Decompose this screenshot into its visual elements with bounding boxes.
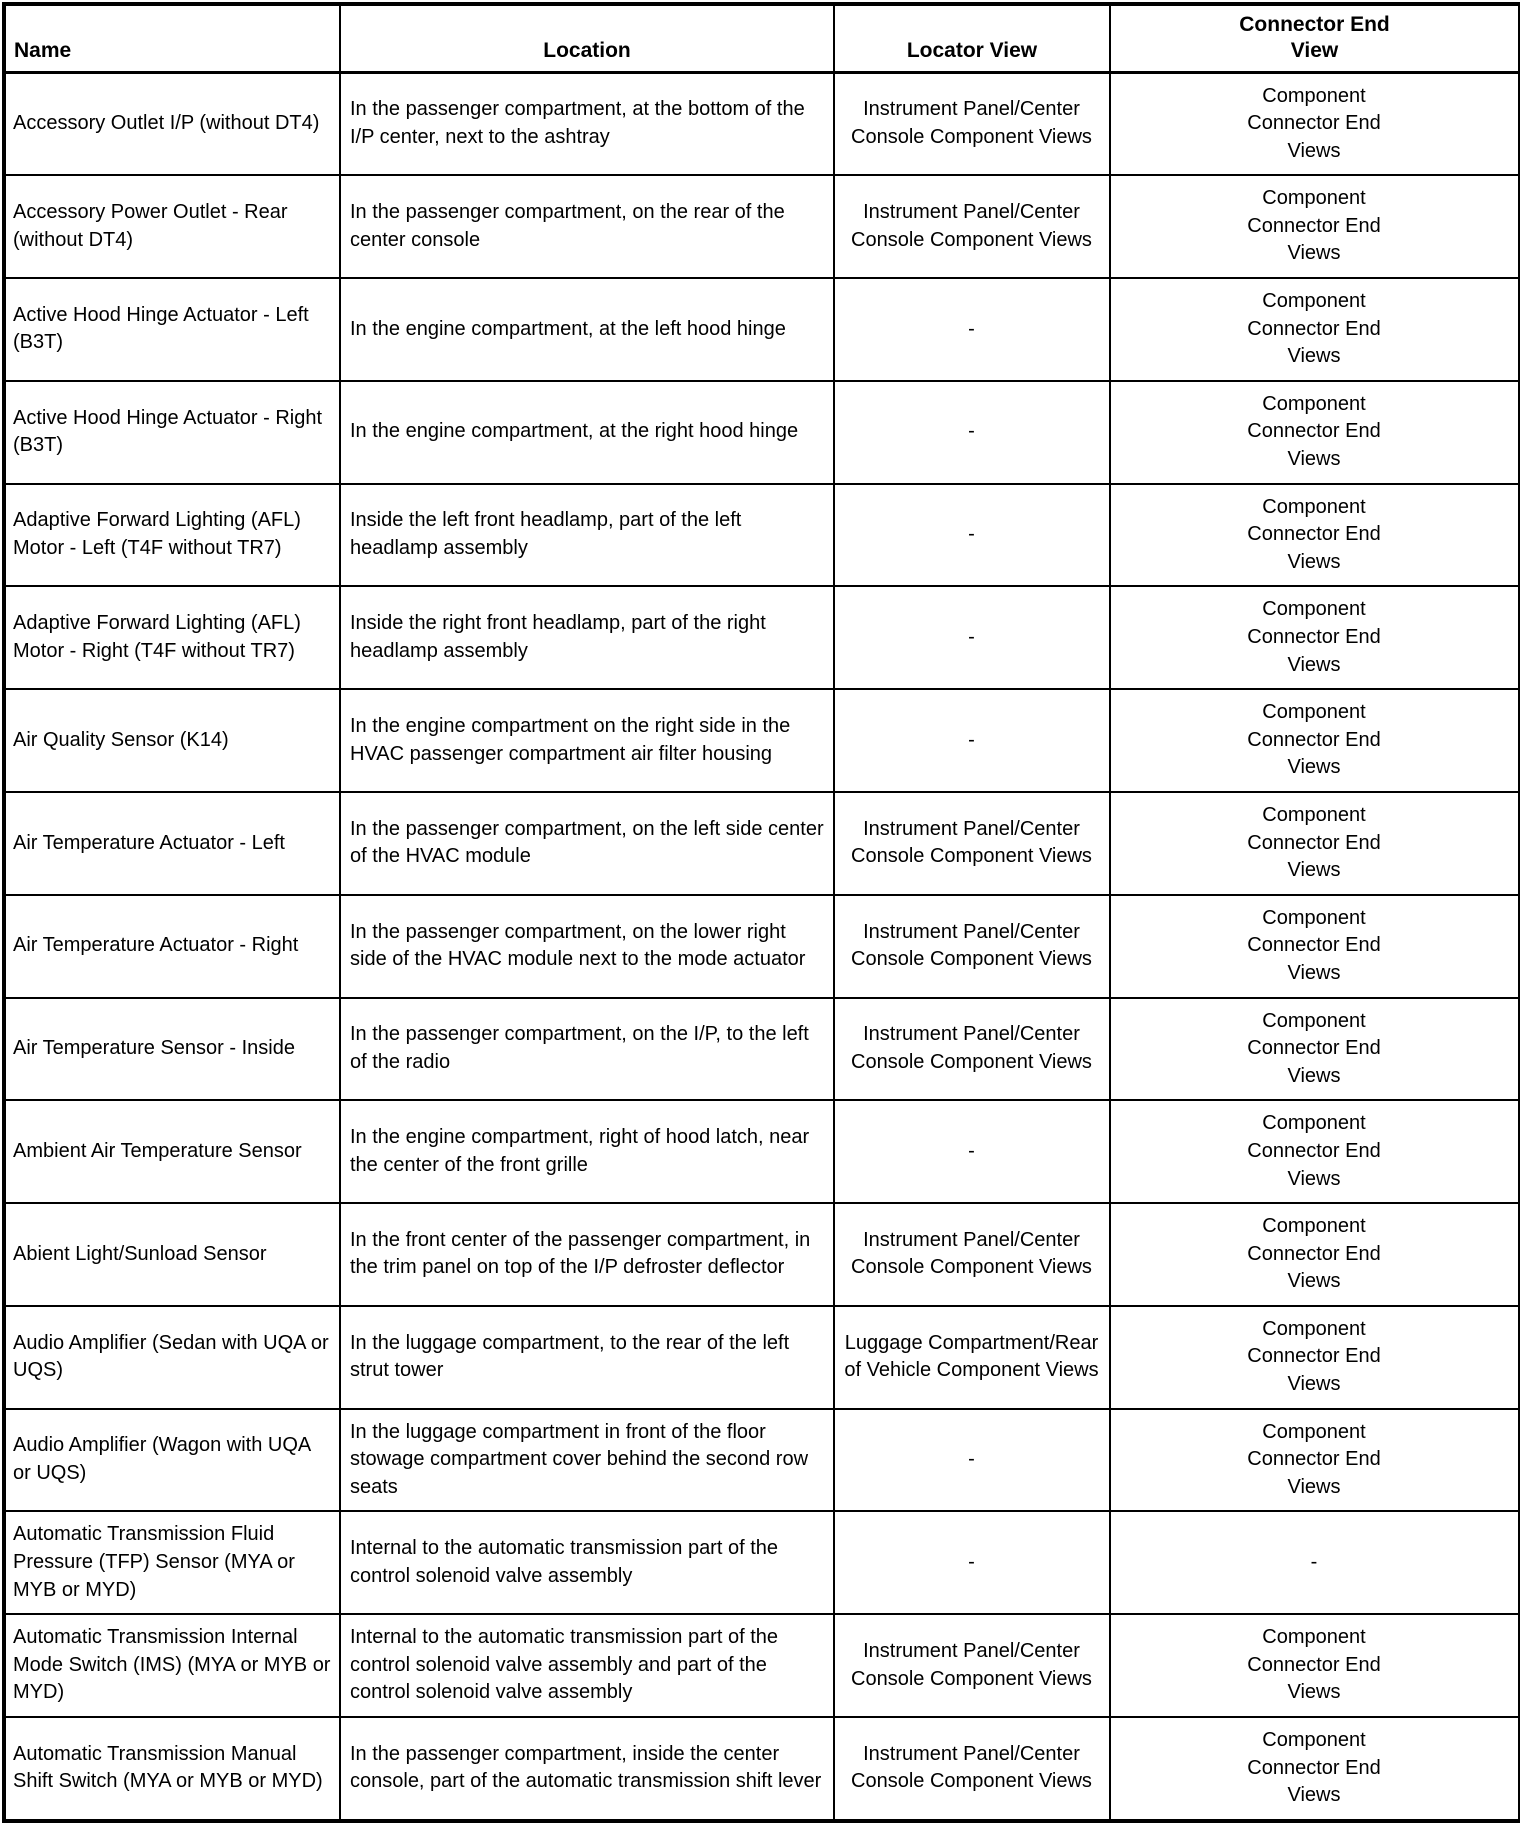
cell-location [340, 278, 834, 381]
cell-name-text: Audio Amplifier (Wagon with UQA or UQS) [13, 1434, 311, 1485]
cell-location [340, 1614, 834, 1717]
cell-name-text: Adaptive Forward Lighting (AFL) Motor - Right (T4F without TR7) [13, 612, 301, 662]
cell-connector-end-view [1110, 1614, 1520, 1717]
table-row [4, 792, 1520, 895]
cell-connector-end-view-text: Component Connector End Views [1247, 84, 1381, 162]
cell-name-text: Air Temperature Actuator - Left [13, 831, 285, 854]
cell-connector-end-view [1110, 175, 1520, 278]
cell-name [4, 1717, 340, 1821]
cell-connector-end-view [1110, 792, 1520, 895]
cell-connector-end-view-text: Component Connector End Views [1247, 290, 1381, 368]
cell-locator-view [834, 998, 1110, 1101]
cell-locator-view [834, 1306, 1110, 1409]
cell-connector-end-view-text: Component Connector End Views [1247, 1317, 1381, 1396]
cell-name [4, 484, 340, 587]
cell-name [4, 175, 340, 278]
table-row [4, 1717, 1520, 1821]
cell-locator-view-text: - [968, 523, 975, 546]
cell-locator-view-text: - [968, 1551, 975, 1574]
cell-locator-view [834, 175, 1110, 278]
cell-name-text: Automatic Transmission Internal Mode Switch (IMS) (MYA or MYB or MYD) [13, 1626, 331, 1704]
cell-locator-view [834, 586, 1110, 689]
cell-name [4, 1614, 340, 1717]
cell-locator-view [834, 1203, 1110, 1306]
cell-connector-end-view [1110, 1717, 1520, 1821]
cell-name-text: Air Temperature Actuator - Right [13, 934, 299, 957]
cell-connector-end-view-text: Component Connector End Views [1247, 803, 1381, 882]
table-row [4, 1203, 1520, 1306]
cell-location-text: In the passenger compartment, at the bottom of the I/P center, next to the ashtray [350, 98, 805, 148]
cell-location-text: In the engine compartment, at the left hood hinge [350, 317, 786, 340]
cell-name [4, 278, 340, 381]
cell-name-text: Active Hood Hinge Actuator - Left (B3T) [13, 303, 309, 354]
cell-locator-view [834, 72, 1110, 175]
cell-name [4, 72, 340, 175]
cell-name [4, 895, 340, 998]
cell-connector-end-view-text: Component Connector End Views [1247, 701, 1381, 779]
cell-name [4, 792, 340, 895]
cell-connector-end-view [1110, 1306, 1520, 1409]
cell-location [340, 792, 834, 895]
cell-connector-end-view [1110, 381, 1520, 484]
cell-location [340, 381, 834, 484]
cell-name-text: Audio Amplifier (Sedan with UQA or UQS) [13, 1331, 329, 1382]
cell-connector-end-view-text: Component Connector End Views [1247, 1420, 1381, 1498]
cell-connector-end-view [1110, 1100, 1520, 1203]
cell-locator-view-text: - [968, 626, 975, 648]
table-row [4, 998, 1520, 1101]
table-row [4, 689, 1520, 792]
column-header-location: Location [340, 4, 834, 72]
cell-connector-end-view-text: Component Connector End Views [1247, 1009, 1381, 1087]
cell-connector-end-view [1110, 586, 1520, 689]
cell-connector-end-view-text: Component Connector End Views [1247, 1626, 1381, 1704]
table-row [4, 1511, 1520, 1614]
cell-connector-end-view [1110, 998, 1520, 1101]
column-header-locator-view: Locator View [834, 4, 1110, 72]
cell-locator-view [834, 895, 1110, 998]
cell-location-text: In the passenger compartment, on the rear of the center console [350, 201, 785, 251]
cell-location-text: In the passenger compartment, on the left side center of the HVAC module [350, 817, 824, 868]
table-row [4, 72, 1520, 175]
cell-name [4, 1409, 340, 1512]
cell-locator-view-text: Instrument Panel/Center Console Component Views [851, 98, 1092, 148]
cell-location-text: Internal to the automatic transmission part of the control solenoid valve assembly and part of the control solenoid valve assembly [350, 1626, 778, 1704]
cell-locator-view-text: Luggage Compartment/Rear of Vehicle Component Views [844, 1331, 1099, 1382]
cell-locator-view-text: - [968, 1448, 975, 1471]
cell-location-text: In the front center of the passenger compartment, in the trim panel on top of the I/P defroster deflector [350, 1228, 811, 1279]
cell-locator-view-text: Instrument Panel/Center Console Component Views [851, 1228, 1092, 1279]
cell-location [340, 895, 834, 998]
cell-connector-end-view [1110, 1409, 1520, 1512]
cell-connector-end-view-text: Component Connector End Views [1247, 1215, 1381, 1293]
cell-name-text: Ambient Air Temperature Sensor [13, 1139, 302, 1162]
cell-name [4, 1100, 340, 1203]
cell-location-text: In the engine compartment on the right side in the HVAC passenger compartment air filter housing [350, 714, 791, 765]
cell-location [340, 484, 834, 587]
cell-name [4, 1306, 340, 1409]
cell-location-text: In the luggage compartment, to the rear of the left strut tower [350, 1331, 790, 1382]
cell-connector-end-view-text: Component Connector End Views [1247, 906, 1381, 984]
cell-location [340, 1409, 834, 1512]
cell-name-text: Adaptive Forward Lighting (AFL) Motor - Left (T4F without TR7) [13, 509, 301, 560]
table-row [4, 1306, 1520, 1409]
table-row [4, 484, 1520, 587]
cell-connector-end-view-text: Component Connector End Views [1247, 1112, 1381, 1190]
cell-location [340, 998, 834, 1101]
table-row [4, 1409, 1520, 1512]
column-header-connector-end-view [1110, 4, 1520, 72]
table-body [4, 72, 1520, 1821]
cell-location-text: In the passenger compartment, on the lower right side of the HVAC module next to the mode actuator [350, 920, 806, 971]
cell-connector-end-view-text: Component Connector End Views [1247, 392, 1381, 471]
cell-name-text: Automatic Transmission Manual Shift Switch (MYA or MYB or MYD) [13, 1742, 323, 1793]
cell-connector-end-view [1110, 1203, 1520, 1306]
cell-location-text: Internal to the automatic transmission part of the control solenoid valve assembly [350, 1537, 778, 1587]
cell-location-text: Inside the left front headlamp, part of the left headlamp assembly [350, 509, 742, 560]
header-row [4, 4, 1520, 72]
cell-locator-view-text: - [968, 728, 975, 751]
cell-name-text: Air Temperature Sensor - Inside [13, 1037, 295, 1060]
cell-locator-view [834, 484, 1110, 587]
cell-locator-view-text: Instrument Panel/Center Console Component Views [851, 1742, 1092, 1793]
cell-location [340, 175, 834, 278]
cell-locator-view [834, 278, 1110, 381]
cell-location [340, 586, 834, 689]
cell-name [4, 1511, 340, 1614]
table-row [4, 586, 1520, 689]
cell-name-text: Accessory Outlet I/P (without DT4) [13, 112, 320, 135]
table-header [4, 4, 1520, 72]
cell-connector-end-view-text: Component Connector End Views [1247, 495, 1381, 573]
cell-location [340, 72, 834, 175]
column-header-connector-end-view-label: Connector End View [1239, 13, 1390, 63]
cell-locator-view-text: - [968, 1139, 975, 1162]
cell-name-text: Abient Light/Sunload Sensor [13, 1242, 267, 1265]
cell-locator-view-text: Instrument Panel/Center Console Component Views [851, 920, 1092, 971]
cell-connector-end-view-text: Component Connector End Views [1247, 598, 1381, 676]
cell-connector-end-view [1110, 484, 1520, 587]
cell-location [340, 1100, 834, 1203]
table-row [4, 278, 1520, 381]
table-row [4, 175, 1520, 278]
cell-locator-view-text: Instrument Panel/Center Console Component Views [851, 1640, 1092, 1690]
cell-location-text: In the engine compartment, right of hood latch, near the center of the front grille [350, 1126, 810, 1176]
cell-location-text: In the passenger compartment, inside the center console, part of the automatic transmission shift lever [350, 1742, 822, 1793]
cell-connector-end-view-text: Component Connector End Views [1247, 187, 1381, 265]
cell-name [4, 586, 340, 689]
cell-location-text: In the luggage compartment in front of the floor stowage compartment cover behind the second row seats [350, 1420, 809, 1498]
cell-locator-view-text: Instrument Panel/Center Console Component Views [851, 817, 1092, 868]
table-row [4, 1100, 1520, 1203]
cell-name-text: Accessory Power Outlet - Rear (without DT4) [13, 201, 288, 251]
cell-locator-view-text: Instrument Panel/Center Console Component Views [851, 201, 1092, 251]
cell-location [340, 689, 834, 792]
table-row [4, 1614, 1520, 1717]
cell-locator-view [834, 1614, 1110, 1717]
cell-location [340, 1203, 834, 1306]
cell-locator-view [834, 1100, 1110, 1203]
cell-location [340, 1306, 834, 1409]
cell-connector-end-view [1110, 72, 1520, 175]
cell-connector-end-view-text: - [1310, 1551, 1318, 1574]
cell-locator-view [834, 1409, 1110, 1512]
cell-locator-view-text: - [968, 317, 975, 340]
component-locator-table [2, 2, 1520, 1823]
cell-name-text: Automatic Transmission Fluid Pressure (TFP) Sensor (MYA or MYB or MYD) [13, 1523, 295, 1601]
cell-locator-view-text: Instrument Panel/Center Console Component Views [851, 1023, 1092, 1073]
cell-name [4, 689, 340, 792]
cell-locator-view-text: - [968, 420, 975, 443]
cell-location-text: Inside the right front headlamp, part of the right headlamp assembly [350, 612, 766, 662]
cell-location-text: In the passenger compartment, on the I/P, to the left of the radio [350, 1023, 809, 1073]
cell-connector-end-view [1110, 1511, 1520, 1614]
cell-locator-view [834, 1717, 1110, 1821]
cell-locator-view [834, 792, 1110, 895]
cell-connector-end-view [1110, 278, 1520, 381]
cell-location [340, 1717, 834, 1821]
cell-name-text: Active Hood Hinge Actuator - Right (B3T) [13, 406, 323, 457]
cell-locator-view [834, 1511, 1110, 1614]
table-row [4, 381, 1520, 484]
cell-name [4, 1203, 340, 1306]
cell-name [4, 381, 340, 484]
cell-locator-view [834, 689, 1110, 792]
cell-connector-end-view-text: Component Connector End Views [1247, 1729, 1381, 1807]
cell-location [340, 1511, 834, 1614]
cell-name [4, 998, 340, 1101]
cell-name-text: Air Quality Sensor (K14) [13, 728, 229, 751]
cell-connector-end-view [1110, 689, 1520, 792]
cell-locator-view [834, 381, 1110, 484]
table-row [4, 895, 1520, 998]
cell-location-text: In the engine compartment, at the right hood hinge [350, 420, 799, 443]
cell-connector-end-view [1110, 895, 1520, 998]
column-header-name: Name [4, 4, 340, 72]
